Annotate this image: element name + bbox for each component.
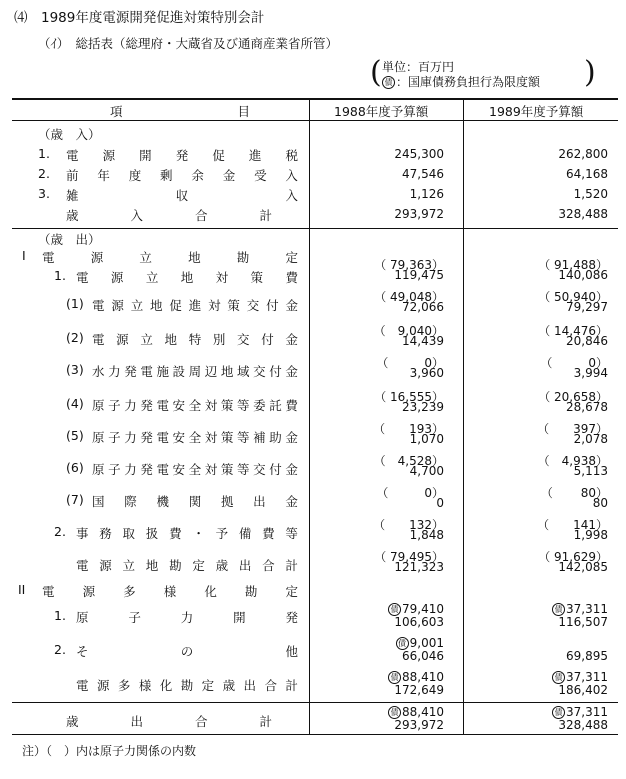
- subitem-fy1989-nuclear: （ 14,476）: [538, 324, 608, 338]
- subitem-no: (2): [66, 330, 84, 345]
- unit-bracket-right: ): [584, 55, 596, 90]
- table-bottom-border: [12, 734, 618, 735]
- item2-fy1988: 1,848: [409, 528, 444, 542]
- revenue-header: （歳 入）: [38, 127, 101, 142]
- subitem-fy1988: 72,066: [402, 300, 444, 314]
- account2-total-fy1989-debt: 債 37,311: [508, 670, 608, 684]
- expenditure-item-no: 1.: [54, 268, 66, 283]
- subitem-label: 水 力 発 電 施 設 周 辺 地 域 交 付 金: [92, 364, 298, 379]
- expenditure-total-fy1988: 293,972: [394, 718, 444, 732]
- debt-mark-icon: 債: [388, 671, 401, 684]
- revenue-row-fy1989: 64,168: [566, 167, 608, 181]
- subitem-fy1989: 79,297: [566, 300, 608, 314]
- expenditure-total-label: 歳 出 合 計: [66, 714, 272, 729]
- subitem-fy1988-nuclear: （ 193）: [373, 422, 444, 436]
- revenue-row-no: 2.: [38, 166, 50, 181]
- subitem-fy1989: 80: [592, 496, 608, 510]
- item2-fy1988-nuclear: （ 132）: [373, 518, 444, 532]
- account2-roman: II: [18, 582, 26, 597]
- item1-fy1989-nuclear: （ 91,488）: [538, 258, 608, 272]
- table-subheading: （ｲ） 総括表（総理府・大蔵省及び通商産業省所管）: [38, 36, 339, 51]
- account2-total-fy1988-debt: 債 88,410: [344, 670, 444, 684]
- subitem-fy1989: 2,078: [573, 432, 608, 446]
- items2-fy1988: 66,046: [402, 649, 444, 663]
- expenditure-total-fy1988-debt: 債 88,410: [344, 705, 444, 719]
- account1-total-label: 電 源 立 地 勘 定 歳 出 合 計: [76, 558, 298, 573]
- expenditure-total-top-border: [12, 702, 618, 703]
- table-top-border: [12, 98, 618, 100]
- revenue-total-fy1988: 293,972: [394, 207, 444, 221]
- account1-roman: I: [22, 248, 26, 263]
- account1-total-fy1989-nuclear: （ 91,629）: [538, 550, 608, 564]
- expenditure-item-label: 電 源 立 地 対 策 費: [76, 270, 298, 285]
- revenue-row-fy1989: 1,520: [573, 187, 608, 201]
- items2-fy1989-debt: 債 37,311: [508, 602, 608, 616]
- expenditure-item-label: そ の 他: [76, 644, 298, 659]
- items2-fy1988-debt: 債 9,001: [344, 636, 444, 650]
- subitem-fy1988-nuclear: （ 49,048）: [374, 290, 444, 304]
- debt-mark-icon: 債: [388, 603, 401, 616]
- subitem-fy1988-nuclear: （ 16,555）: [374, 390, 444, 404]
- subitem-label: 原 子 力 発 電 安 全 対 策 等 委 託 費: [92, 398, 298, 413]
- subitem-fy1989-nuclear: （ 397）: [537, 422, 608, 436]
- item1-fy1988-nuclear: （ 79,363）: [374, 258, 444, 272]
- column-divider-2: [463, 98, 464, 734]
- account2-label: 電 源 多 様 化 勘 定: [42, 584, 298, 599]
- subitem-fy1988-nuclear: （ 9,040）: [373, 324, 444, 338]
- items2-fy1988: 106,603: [394, 615, 444, 629]
- account1-total-fy1988: 121,323: [394, 560, 444, 574]
- subitem-no: (1): [66, 296, 84, 311]
- subitem-fy1988: 0: [436, 496, 444, 510]
- subitem-fy1988-nuclear: （ 0）: [376, 486, 444, 500]
- revenue-row-no: 1.: [38, 146, 50, 161]
- revenue-row-label: 前 年 度 剰 余 金 受 入: [66, 168, 298, 183]
- subitem-fy1988: 1,070: [409, 432, 444, 446]
- expenditure-item-no: 2.: [54, 524, 66, 539]
- revenue-bottom-border: [12, 228, 618, 229]
- subitem-fy1988-nuclear: （ 4,528）: [373, 454, 444, 468]
- item1-fy1989: 140,086: [558, 268, 608, 282]
- subitem-fy1988: 4,700: [409, 464, 444, 478]
- subitem-label: 電 源 立 地 特 別 交 付 金: [92, 332, 298, 347]
- subitem-fy1989-nuclear: （ 50,940）: [538, 290, 608, 304]
- unit-line-2: 債 ：国庫債務負担行為限度額: [382, 75, 540, 90]
- account2-total-label: 電 源 多 様 化 勘 定 歳 出 合 計: [76, 678, 298, 693]
- debt-mark-icon: 債: [382, 76, 395, 89]
- account1-label: 電 源 立 地 勘 定: [42, 250, 298, 265]
- revenue-row-fy1989: 262,800: [558, 147, 608, 161]
- revenue-total-fy1989: 328,488: [558, 207, 608, 221]
- expenditure-total-fy1989: 328,488: [558, 718, 608, 732]
- column-divider-1: [309, 98, 310, 734]
- subitem-fy1989-nuclear: （ 4,938）: [537, 454, 608, 468]
- expenditure-item-no: 1.: [54, 608, 66, 623]
- subitem-label: 原 子 力 発 電 安 全 対 策 等 補 助 金: [92, 430, 298, 445]
- document-heading: ⑷ 1989年度電源開発促進対策特別会計: [14, 10, 265, 26]
- header-bottom-border: [12, 120, 618, 121]
- account2-total-fy1988: 172,649: [394, 683, 444, 697]
- subitem-no: (5): [66, 428, 84, 443]
- revenue-row-no: 3.: [38, 186, 50, 201]
- debt-mark-icon: 債: [552, 603, 565, 616]
- account1-total-fy1989: 142,085: [558, 560, 608, 574]
- subitem-fy1989: 3,994: [573, 366, 608, 380]
- debt-mark-icon: 債: [552, 706, 565, 719]
- items2-fy1988-debt: 債 79,410: [344, 602, 444, 616]
- revenue-row-fy1988: 47,546: [402, 167, 444, 181]
- item2-fy1989: 1,998: [573, 528, 608, 542]
- subitem-no: (7): [66, 492, 84, 507]
- debt-mark-icon: 債: [552, 671, 565, 684]
- unit-line-1: 単位：百万円: [382, 60, 455, 74]
- revenue-total-label: 歳 入 合 計: [66, 208, 272, 223]
- subitem-label: 電 源 立 地 促 進 対 策 交 付 金: [92, 298, 298, 313]
- subitem-fy1988: 23,239: [402, 400, 444, 414]
- item2-fy1989-nuclear: （ 141）: [537, 518, 608, 532]
- expenditure-item-no: 2.: [54, 642, 66, 657]
- column-header-fy1989: 1989年度予算額: [489, 104, 584, 119]
- item1-fy1988: 119,475: [394, 268, 444, 282]
- expenditure-item-label: 事 務 取 扱 費 ・ 予 備 費 等: [76, 526, 298, 541]
- subitem-label: 原 子 力 発 電 安 全 対 策 等 交 付 金: [92, 462, 298, 477]
- subitem-fy1989-nuclear: （ 20,658）: [538, 390, 608, 404]
- revenue-row-label: 電 源 開 発 促 進 税: [66, 148, 298, 163]
- subitem-fy1989: 20,846: [566, 334, 608, 348]
- revenue-row-fy1988: 1,126: [409, 187, 444, 201]
- subitem-label: 国 際 機 関 拠 出 金: [92, 494, 298, 509]
- unit-bracket-left: (: [370, 55, 382, 90]
- revenue-row-fy1988: 245,300: [394, 147, 444, 161]
- items2-fy1989: 116,507: [558, 615, 608, 629]
- subitem-fy1989-nuclear: （ 0）: [540, 356, 608, 370]
- account2-total-fy1989: 186,402: [558, 683, 608, 697]
- unit-legend: [370, 55, 596, 90]
- subitem-no: (6): [66, 460, 84, 475]
- subitem-fy1988: 14,439: [402, 334, 444, 348]
- revenue-row-label: 雑 収 入: [66, 188, 298, 203]
- expenditure-item-label: 原 子 力 開 発: [76, 610, 298, 625]
- subitem-no: (4): [66, 396, 84, 411]
- account1-total-fy1988-nuclear: （ 79,495）: [374, 550, 444, 564]
- subitem-no: (3): [66, 362, 84, 377]
- expenditure-header: （歳 出）: [38, 232, 101, 247]
- subitem-fy1988: 3,960: [409, 366, 444, 380]
- debt-mark-icon: 債: [396, 637, 409, 650]
- subitem-fy1989: 28,678: [566, 400, 608, 414]
- subitem-fy1989-nuclear: （ 80）: [540, 486, 608, 500]
- items2-fy1989: 69,895: [566, 649, 608, 663]
- subitem-fy1988-nuclear: （ 0）: [376, 356, 444, 370]
- subitem-fy1989: 5,113: [573, 464, 608, 478]
- expenditure-total-fy1989-debt: 債 37,311: [508, 705, 608, 719]
- footnote: 注）（ ）内は原子力関係の内数: [22, 744, 197, 758]
- column-header-fy1988: 1988年度予算額: [334, 104, 429, 119]
- column-header-item: 項 目: [110, 104, 250, 119]
- debt-mark-icon: 債: [388, 706, 401, 719]
